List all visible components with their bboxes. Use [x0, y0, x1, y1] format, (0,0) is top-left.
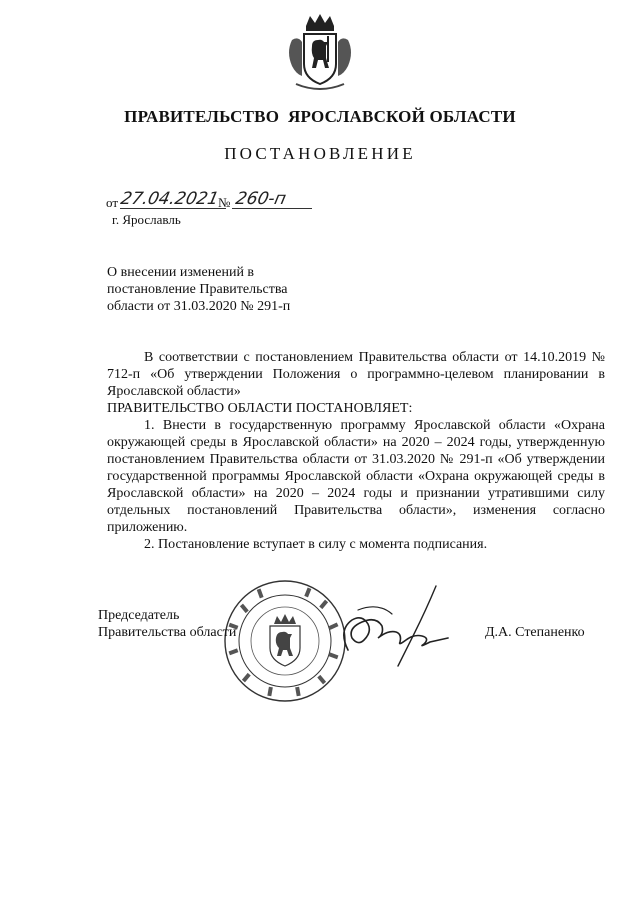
coat-of-arms-icon — [282, 12, 358, 96]
preamble: В соответствии с постановлением Правительства области от 14.10.2019 № 712-п «Об утверждении Положения о программно-целевом планировании в Ярославской области» — [107, 350, 605, 399]
number-prefix: № — [218, 195, 231, 210]
document-subject: О внесении изменений в постановление Правительства области от 31.03.2020 № 291-п — [107, 265, 291, 314]
date-underline — [120, 208, 226, 209]
decree-phrase: ПРАВИТЕЛЬСТВО ОБЛАСТИ ПОСТАНОВЛЯЕТ: — [107, 401, 413, 416]
date-prefix: от — [106, 195, 119, 210]
document-type: ПОСТАНОВЛЕНИЕ — [224, 144, 416, 163]
number-value: 260-п — [233, 189, 288, 209]
signature-block — [0, 570, 640, 720]
handwritten-signature-icon — [318, 580, 458, 670]
date-value: 27.04.2021 — [118, 189, 221, 209]
body-item-2: 2. Постановление вступает в силу с момента подписания. — [144, 537, 488, 552]
document-body — [107, 349, 605, 553]
signatory-name: Д.А. Степаненко — [485, 625, 585, 640]
signatory-position-line1: Председатель — [98, 608, 180, 623]
signatory-position-line2: Правительства области — [98, 625, 237, 640]
body-item-1: 1. Внести в государственную программу Ярославской области «Охрана окружающей среды в Ярославской области» на 2020 – 2024 годы, утвержденную постановлением Правительства области от 31.03.2020 № 291-п «Об утверждении государственной программы Ярославской области «Охрана окружающей среды в Ярославской области» на 2020 – 2024 годы и признании утратившими силу отдельных постановлений Правительства области», изменения согласно приложению. — [107, 418, 605, 535]
city: г. Ярославль — [112, 212, 181, 227]
government-title: ПРАВИТЕЛЬСТВО ЯРОСЛАВСКОЙ ОБЛАСТИ — [124, 107, 516, 126]
number-underline — [232, 208, 312, 209]
